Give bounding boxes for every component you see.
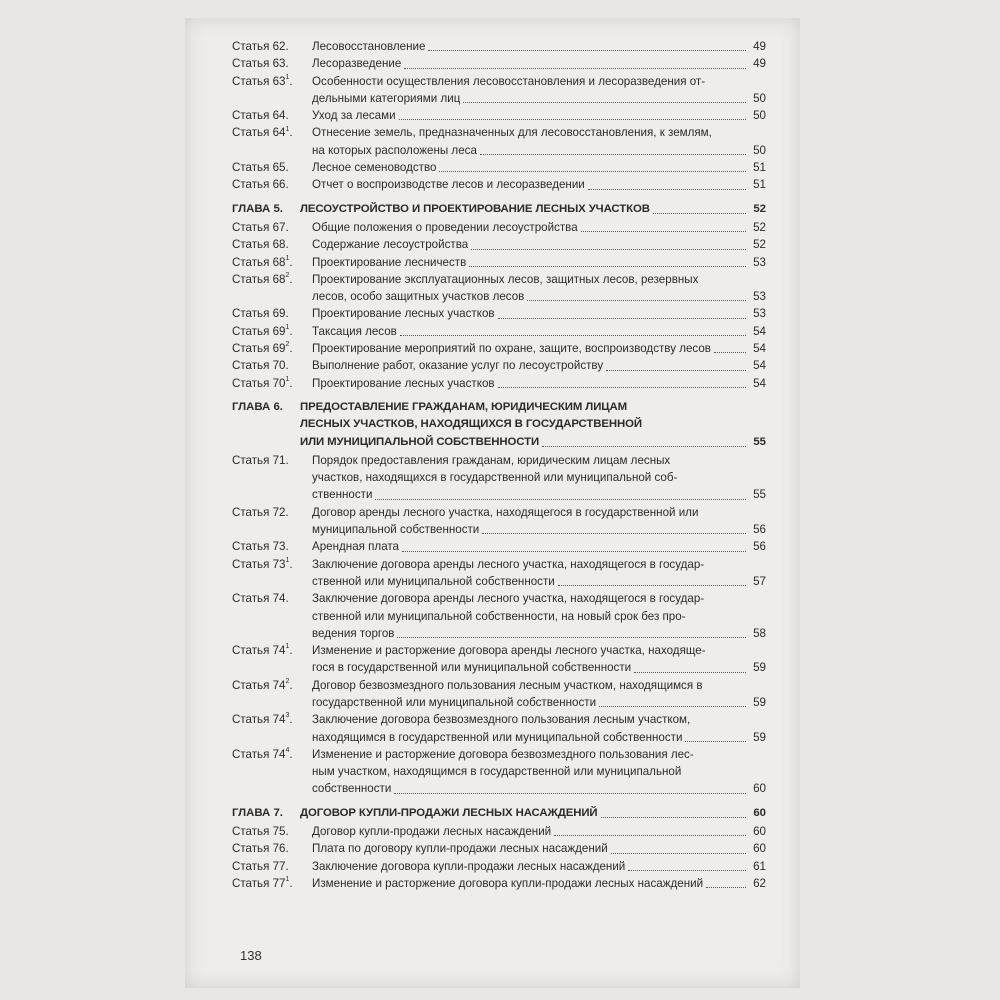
- entry-label: Статья 72.: [232, 505, 289, 519]
- entry-page-number: 52: [753, 238, 766, 252]
- entry-title-line: Проектирование лесных участков: [312, 307, 495, 321]
- dot-leader: [394, 793, 746, 794]
- toc-entry[interactable]: [232, 305, 766, 322]
- entry-page-number: 51: [753, 178, 766, 192]
- toc-entry[interactable]: [232, 124, 766, 159]
- entry-label-superscript: 1: [285, 556, 290, 564]
- entry-label-superscript: 4: [285, 747, 290, 755]
- toc-entry[interactable]: [232, 642, 766, 677]
- entry-label-superscript: 1: [285, 876, 290, 884]
- entry-label: Статья $63^1$.: [232, 73, 293, 88]
- entry-label: Статья 68.: [232, 238, 289, 252]
- entry-label: Статья $74^3$.: [232, 712, 293, 727]
- entry-page-number: 53: [753, 307, 766, 321]
- dot-leader: [581, 231, 746, 232]
- toc-entry[interactable]: [232, 323, 766, 340]
- toc-entry[interactable]: [232, 176, 766, 193]
- entry-page-number: 60: [753, 825, 766, 839]
- dot-leader: [606, 370, 746, 371]
- dot-leader: [554, 835, 746, 836]
- entry-label: Статья $70^1$.: [232, 375, 293, 390]
- entry-page-number: 54: [753, 376, 766, 390]
- entry-label: Статья 71.: [232, 453, 289, 467]
- entry-page-number: 57: [753, 574, 766, 588]
- dot-leader: [439, 171, 746, 172]
- entry-title-line: на которых расположены леса: [312, 143, 477, 157]
- entry-title-line: собственности: [312, 782, 392, 796]
- entry-title-line: Заключение договора купли-продажи лесных насаждений: [312, 859, 626, 873]
- entry-title-line: ственной или муниципальной собственности, на новый срок без про-: [312, 609, 686, 623]
- entry-title-line: Заключение договора аренды лесного участка, находящегося в государ-: [312, 557, 705, 571]
- entry-title-line: Проектирование эксплуатационных лесов, защитных лесов, резервных: [312, 272, 699, 286]
- dot-leader: [480, 154, 746, 155]
- entry-label: Статья 74.: [232, 592, 289, 606]
- entry-page-number: 50: [753, 109, 766, 123]
- entry-title-line: участков, находящихся в государственной или муниципальной соб-: [312, 471, 678, 485]
- entry-page-number: 58: [753, 626, 766, 640]
- entry-label: Статья 73.: [232, 540, 289, 554]
- dot-leader: [611, 853, 746, 854]
- entry-label: Статья $74^4$.: [232, 747, 293, 761]
- entry-label-superscript: 1: [285, 643, 290, 651]
- entry-title-line: Договор аренды лесного участка, находящегося в государственной или: [312, 505, 699, 519]
- entry-label: Статья 70.: [232, 359, 289, 373]
- entry-title-line: Лесоразведение: [312, 57, 402, 71]
- entry-page-number: 50: [753, 91, 766, 105]
- dot-leader: [653, 213, 746, 214]
- entry-title-line: ЛЕСОУСТРОЙСТВО И ПРОЕКТИРОВАНИЕ ЛЕСНЫХ УЧАСТКОВ: [300, 202, 650, 215]
- dot-leader: [601, 817, 746, 818]
- entry-label: Статья $77^1$.: [232, 876, 293, 890]
- entry-title-line: Договор безвозмездного пользования лесным участком, находящимся в: [312, 678, 703, 692]
- dot-leader: [498, 318, 746, 319]
- toc-chapter[interactable]: [232, 201, 766, 218]
- entry-title-line: Изменение и расторжение договора купли-продажи лесных насаждений: [312, 876, 704, 890]
- entry-page-number: 54: [753, 324, 766, 338]
- entry-title-line: Арендная плата: [312, 540, 400, 554]
- toc-entry[interactable]: [232, 875, 766, 892]
- entry-page-number: 55: [753, 488, 766, 502]
- dot-leader: [599, 706, 746, 707]
- dot-leader: [628, 870, 746, 871]
- entry-page-number: 52: [753, 220, 766, 234]
- toc-entry[interactable]: [232, 711, 766, 746]
- entry-label: Статья 62.: [232, 40, 289, 53]
- entry-label: Статья $74^2$.: [232, 677, 293, 692]
- entry-title-line: гося в государственной или муниципальной собственности: [312, 661, 632, 675]
- entry-label: Статья 64.: [232, 109, 289, 123]
- dot-leader: [634, 672, 746, 673]
- entry-label: Статья 67.: [232, 220, 289, 234]
- entry-title-line: ЛЕСНЫХ УЧАСТКОВ, НАХОДЯЩИХСЯ В ГОСУДАРСТВЕННОЙ: [300, 418, 642, 431]
- entry-label: Статья 65.: [232, 161, 289, 175]
- entry-title-line: Особенности осуществления лесовосстановления и лесоразведения от-: [312, 74, 706, 88]
- entry-label-superscript: 2: [285, 341, 290, 349]
- entry-page-number: 56: [753, 523, 766, 537]
- entry-title-line: муниципальной собственности: [312, 523, 480, 537]
- entry-title-line: Заключение договора аренды лесного участка, находящегося в государ-: [312, 592, 705, 606]
- toc-entry[interactable]: [232, 840, 766, 857]
- toc-entry[interactable]: [232, 746, 766, 798]
- toc-entry[interactable]: [232, 590, 766, 642]
- entry-page-number: 55: [753, 435, 766, 448]
- entry-page-number: 59: [753, 661, 766, 675]
- entry-title-line: Плата по договору купли-продажи лесных насаждений: [312, 842, 608, 856]
- toc-entry[interactable]: [232, 357, 766, 374]
- entry-label: Статья 77.: [232, 859, 289, 873]
- entry-label-superscript: 3: [285, 712, 290, 720]
- entry-label-superscript: 1: [285, 323, 290, 331]
- entry-title-line: Выполнение работ, оказание услуг по лесоустройству: [312, 359, 604, 373]
- toc-entry[interactable]: [232, 823, 766, 840]
- entry-title-line: Отчет о воспроизводстве лесов и лесоразведении: [312, 178, 585, 192]
- entry-label: ГЛАВА 7.: [232, 806, 283, 819]
- entry-label: ГЛАВА 5.: [232, 202, 283, 215]
- entry-page-number: 59: [753, 730, 766, 744]
- entry-page-number: 54: [753, 342, 766, 356]
- entry-title-line: лесов, особо защитных участков лесов: [312, 290, 525, 304]
- toc-chapter[interactable]: [232, 805, 766, 822]
- entry-title-line: ственной или муниципальной собственности: [312, 574, 555, 588]
- toc-entry[interactable]: [232, 375, 766, 392]
- dot-leader: [527, 300, 746, 301]
- entry-title-line: Лесное семеноводство: [312, 161, 437, 175]
- entry-title-line: Изменение и расторжение договора аренды лесного участка, находяще-: [312, 644, 706, 658]
- dot-leader: [706, 887, 746, 888]
- entry-title-line: Проектирование лесных участков: [312, 376, 495, 390]
- dot-leader: [588, 189, 746, 190]
- entry-title-line: Проектирование мероприятий по охране, защите, воспроизводству лесов: [312, 342, 711, 356]
- entry-title-line: ДОГОВОР КУПЛИ-ПРОДАЖИ ЛЕСНЫХ НАСАЖДЕНИЙ: [300, 806, 598, 819]
- toc-entry[interactable]: [232, 73, 766, 108]
- entry-title-line: Проектирование лесничеств: [312, 255, 467, 269]
- entry-title-line: ПРЕДОСТАВЛЕНИЕ ГРАЖДАНАМ, ЮРИДИЧЕСКИМ ЛИЦАМ: [300, 400, 628, 413]
- entry-label-superscript: 2: [285, 272, 290, 279]
- entry-label-superscript: 1: [285, 73, 290, 81]
- table-of-contents: [232, 38, 766, 892]
- toc-entry[interactable]: [232, 38, 766, 55]
- entry-title-line: государственной или муниципальной собственности: [312, 695, 597, 709]
- dot-leader: [399, 119, 746, 120]
- entry-label: Статья $69^2$.: [232, 341, 293, 356]
- entry-title-line: Лесовосстановление: [312, 40, 426, 53]
- dot-leader: [498, 387, 746, 388]
- entry-label: Статья $68^1$.: [232, 254, 293, 269]
- toc-entry[interactable]: [232, 340, 766, 357]
- toc-entry[interactable]: [232, 538, 766, 555]
- entry-title-line: Отнесение земель, предназначенных для лесовосстановления, к землям,: [312, 126, 712, 140]
- entry-title-line: Изменение и расторжение договора безвозмездного пользования лес-: [312, 747, 694, 761]
- toc-entry[interactable]: [232, 254, 766, 271]
- toc-entry[interactable]: [232, 556, 766, 591]
- dot-leader: [402, 551, 746, 552]
- entry-page-number: 50: [753, 143, 766, 157]
- toc-entry[interactable]: [232, 107, 766, 124]
- dot-leader: [400, 335, 746, 336]
- entry-page-number: 49: [753, 57, 766, 71]
- toc-entry[interactable]: [232, 858, 766, 875]
- dot-leader: [404, 68, 746, 69]
- dot-leader: [685, 741, 746, 742]
- entry-label: Статья $68^2$.: [232, 272, 293, 286]
- entry-page-number: 53: [753, 255, 766, 269]
- entry-title-line: Договор купли-продажи лесных насаждений: [312, 825, 552, 839]
- entry-label: Статья $73^1$.: [232, 556, 293, 571]
- entry-label: Статья 75.: [232, 825, 289, 839]
- entry-title-line: ведения торгов: [312, 626, 395, 640]
- entry-label-superscript: 1: [285, 375, 290, 383]
- toc-entry[interactable]: [232, 55, 766, 72]
- dot-leader: [463, 102, 746, 103]
- toc-entry[interactable]: [232, 271, 766, 306]
- entry-label: Статья $69^1$.: [232, 323, 293, 338]
- entry-page-number: 60: [753, 782, 766, 796]
- dot-leader: [542, 446, 746, 447]
- page-number: 138: [240, 948, 262, 963]
- entry-title-line: Содержание лесоустройства: [312, 238, 469, 252]
- entry-title-line: находящимся в государственной или муниципальной собственности: [312, 730, 683, 744]
- toc-entry[interactable]: [232, 219, 766, 236]
- entry-label: Статья $74^1$.: [232, 643, 293, 658]
- entry-page-number: 54: [753, 359, 766, 373]
- entry-page-number: 62: [753, 876, 766, 890]
- entry-label: Статья 69.: [232, 307, 289, 321]
- entry-page-number: 60: [753, 842, 766, 856]
- entry-label: Статья 66.: [232, 178, 289, 192]
- entry-title-line: Таксация лесов: [312, 324, 397, 338]
- dot-leader: [397, 637, 746, 638]
- dot-leader: [428, 50, 746, 51]
- entry-title-line: ИЛИ МУНИЦИПАЛЬНОЙ СОБСТВЕННОСТИ: [300, 435, 540, 448]
- dot-leader: [482, 533, 746, 534]
- entry-label-superscript: 1: [285, 125, 290, 133]
- entry-title-line: ственности: [312, 488, 373, 502]
- entry-title-line: Уход за лесами: [312, 109, 396, 123]
- toc-entry[interactable]: [232, 677, 766, 712]
- toc-entry[interactable]: [232, 159, 766, 176]
- entry-label: Статья 63.: [232, 57, 289, 71]
- entry-label-superscript: 2: [285, 677, 290, 685]
- toc-chapter[interactable]: [232, 399, 766, 451]
- entry-title-line: Общие положения о проведении лесоустройства: [312, 220, 578, 234]
- entry-label: Статья 76.: [232, 842, 289, 856]
- entry-title-line: дельными категориями лиц: [312, 91, 461, 105]
- dot-leader: [471, 249, 746, 250]
- entry-label: Статья $64^1$.: [232, 125, 293, 140]
- entry-page-number: 60: [753, 806, 766, 819]
- toc-entry[interactable]: [232, 504, 766, 539]
- entry-label: ГЛАВА 6.: [232, 400, 283, 413]
- entry-title-line: ным участком, находящимся в государственной или муниципальной: [312, 765, 682, 779]
- dot-leader: [714, 352, 746, 353]
- toc-entry[interactable]: [232, 236, 766, 253]
- dot-leader: [375, 499, 746, 500]
- entry-page-number: 59: [753, 695, 766, 709]
- dot-leader: [469, 266, 746, 267]
- entry-page-number: 61: [753, 859, 766, 873]
- entry-page-number: 51: [753, 161, 766, 175]
- entry-page-number: 52: [753, 202, 766, 215]
- toc-entry[interactable]: [232, 452, 766, 504]
- dot-leader: [558, 585, 746, 586]
- entry-page-number: 53: [753, 290, 766, 304]
- entry-title-line: Заключение договора безвозмездного пользования лесным участком,: [312, 713, 691, 727]
- entry-title-line: Порядок предоставления гражданам, юридическим лицам лесных: [312, 453, 671, 467]
- entry-page-number: 49: [753, 40, 766, 53]
- entry-page-number: 56: [753, 540, 766, 554]
- entry-label-superscript: 1: [285, 254, 290, 262]
